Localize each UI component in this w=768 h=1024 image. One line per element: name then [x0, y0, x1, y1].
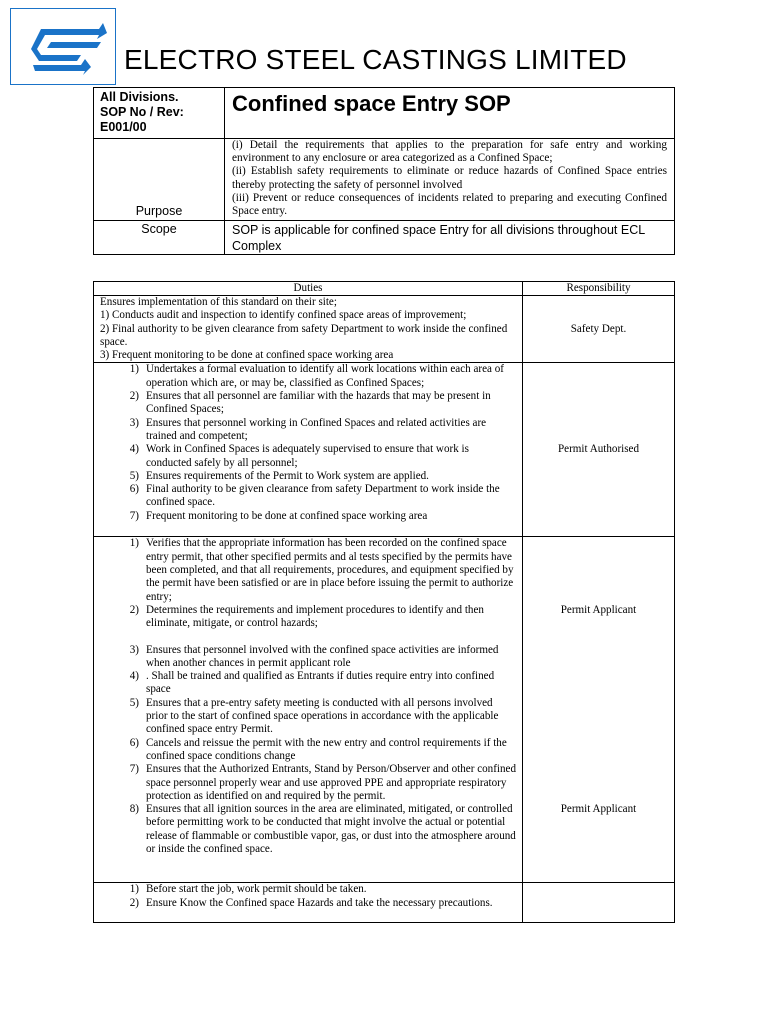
duty-line: 3) Frequent monitoring to be done at confined space working area	[100, 349, 394, 362]
list-item: 1) Before start the job, work permit should be taken.	[129, 883, 367, 896]
duty-intro: Ensures implementation of this standard on their site;	[100, 296, 337, 308]
scope-label: Scope	[94, 221, 225, 255]
purpose-text	[225, 139, 675, 221]
responsibility-cell: Permit Authorised	[523, 363, 675, 537]
list-item: 8) Ensures that all ignition sources in the area are eliminated, mitigated, or controlled before permitting work to be conducted that might involve the actual or potential release of flammable or combustible vapor, gas, or dust into the atmosphere around or inside the confined space.	[129, 803, 516, 856]
duty-line: 1) Conducts audit and inspection to identify confined space areas of improvement;	[100, 309, 467, 322]
responsibility-cell	[523, 883, 675, 923]
responsibility-label: Permit Applicant	[560, 603, 637, 616]
list-item: 7) Frequent monitoring to be done at confined space working area	[129, 509, 428, 522]
purpose-line: (iii) Prevent or reduce consequences of incidents related to preparing and executing Confined Space entry.	[232, 191, 667, 218]
responsibility-header: Responsibility	[523, 282, 675, 296]
responsibility-label: Permit Applicant	[560, 802, 637, 815]
table-row	[94, 537, 675, 883]
list-item: 6) Final authority to be given clearance from safety Department to work inside the confined space.	[129, 483, 500, 509]
list-item: 3) Ensures that personnel involved with the confined space activities are informed when another chances in permit applicant role	[129, 643, 499, 669]
divisions-label: All Divisions.	[100, 90, 179, 104]
sop-header-table	[93, 87, 675, 255]
table-row	[94, 363, 675, 537]
list-item: 1) Verifies that the appropriate information has been recorded on the confined space entry permit, that other specified permits and al tests specified by the permits have been completed, and that all requirements, procedures, and equipment specified by the permit have been satisfied or are in place before issuing the permit to authorize entry;	[129, 537, 514, 603]
list-item: 4) . Shall be trained and qualified as Entrants if duties require entry into confined space	[129, 670, 495, 696]
duties-header: Duties	[94, 282, 523, 296]
duties-cell	[94, 537, 523, 883]
list-item: 6) Cancels and reissue the permit with the new entry and control requirements if the confined space conditions change	[129, 736, 507, 762]
list-item: 5) Ensures that a pre-entry safety meeting is conducted with all persons involved prior to the start of confined space operations in accordance with the applicable confined space entry Permit.	[129, 696, 499, 736]
duties-cell	[94, 296, 523, 363]
sop-meta-cell	[94, 88, 225, 139]
duties-cell	[94, 363, 523, 537]
company-name: ELECTRO STEEL CASTINGS LIMITED	[124, 44, 627, 75]
list-item: 2) Ensure Know the Confined space Hazards and take the necessary precautions.	[129, 896, 493, 909]
table-row	[94, 883, 675, 923]
company-logo	[10, 8, 116, 85]
scope-text: SOP is applicable for confined space Entry for all divisions throughout ECL Complex	[225, 221, 675, 255]
sop-no-value: E001/00	[100, 120, 147, 134]
responsibility-cell: Safety Dept.	[523, 296, 675, 363]
list-item: 4) Work in Confined Spaces is adequately supervised to ensure that work is conducted safely by all personnel;	[129, 443, 469, 469]
list-item: 3) Ensures that personnel working in Confined Spaces and related activities are trained and competent;	[129, 416, 487, 442]
table-row	[94, 296, 675, 363]
duties-table	[93, 281, 675, 923]
responsibility-cell	[523, 537, 675, 883]
purpose-label: Purpose	[94, 139, 225, 221]
duties-cell	[94, 883, 523, 923]
list-item: 7) Ensures that the Authorized Entrants, Stand by Person/Observer and other confined space personnel properly wear and use approved PPE and appropriate respiratory protection as identified on and required by the permit.	[129, 763, 517, 802]
ecl-logo-icon	[11, 9, 115, 84]
purpose-line: (i) Detail the requirements that applies to the preparation for safe entry and working environment to any enclosure or area categorized as a Confined Space;	[232, 139, 667, 165]
sop-no-label: SOP No / Rev:	[100, 105, 184, 119]
list-item: 2) Ensures that all personnel are familiar with the hazards that may be present in Confined Spaces;	[129, 390, 491, 416]
list-item: 2) Determines the requirements and implement procedures to identify and then eliminate, mitigate, or control hazards;	[129, 603, 484, 630]
duty-line: 2) Final authority to be given clearance from safety Department to work inside the confined space.	[100, 322, 508, 348]
purpose-line: (ii) Establish safety requirements to eliminate or reduce hazards of Confined Space entries thereby protecting the safety of personnel involved	[232, 165, 667, 191]
list-item: 5) Ensures requirements of the Permit to Work system are applied.	[129, 469, 429, 482]
list-item: 1) Undertakes a formal evaluation to identify all work locations within each area of operation which are, or may be, classified as Confined Spaces;	[129, 363, 504, 389]
sop-title: Confined space Entry SOP	[225, 88, 675, 139]
